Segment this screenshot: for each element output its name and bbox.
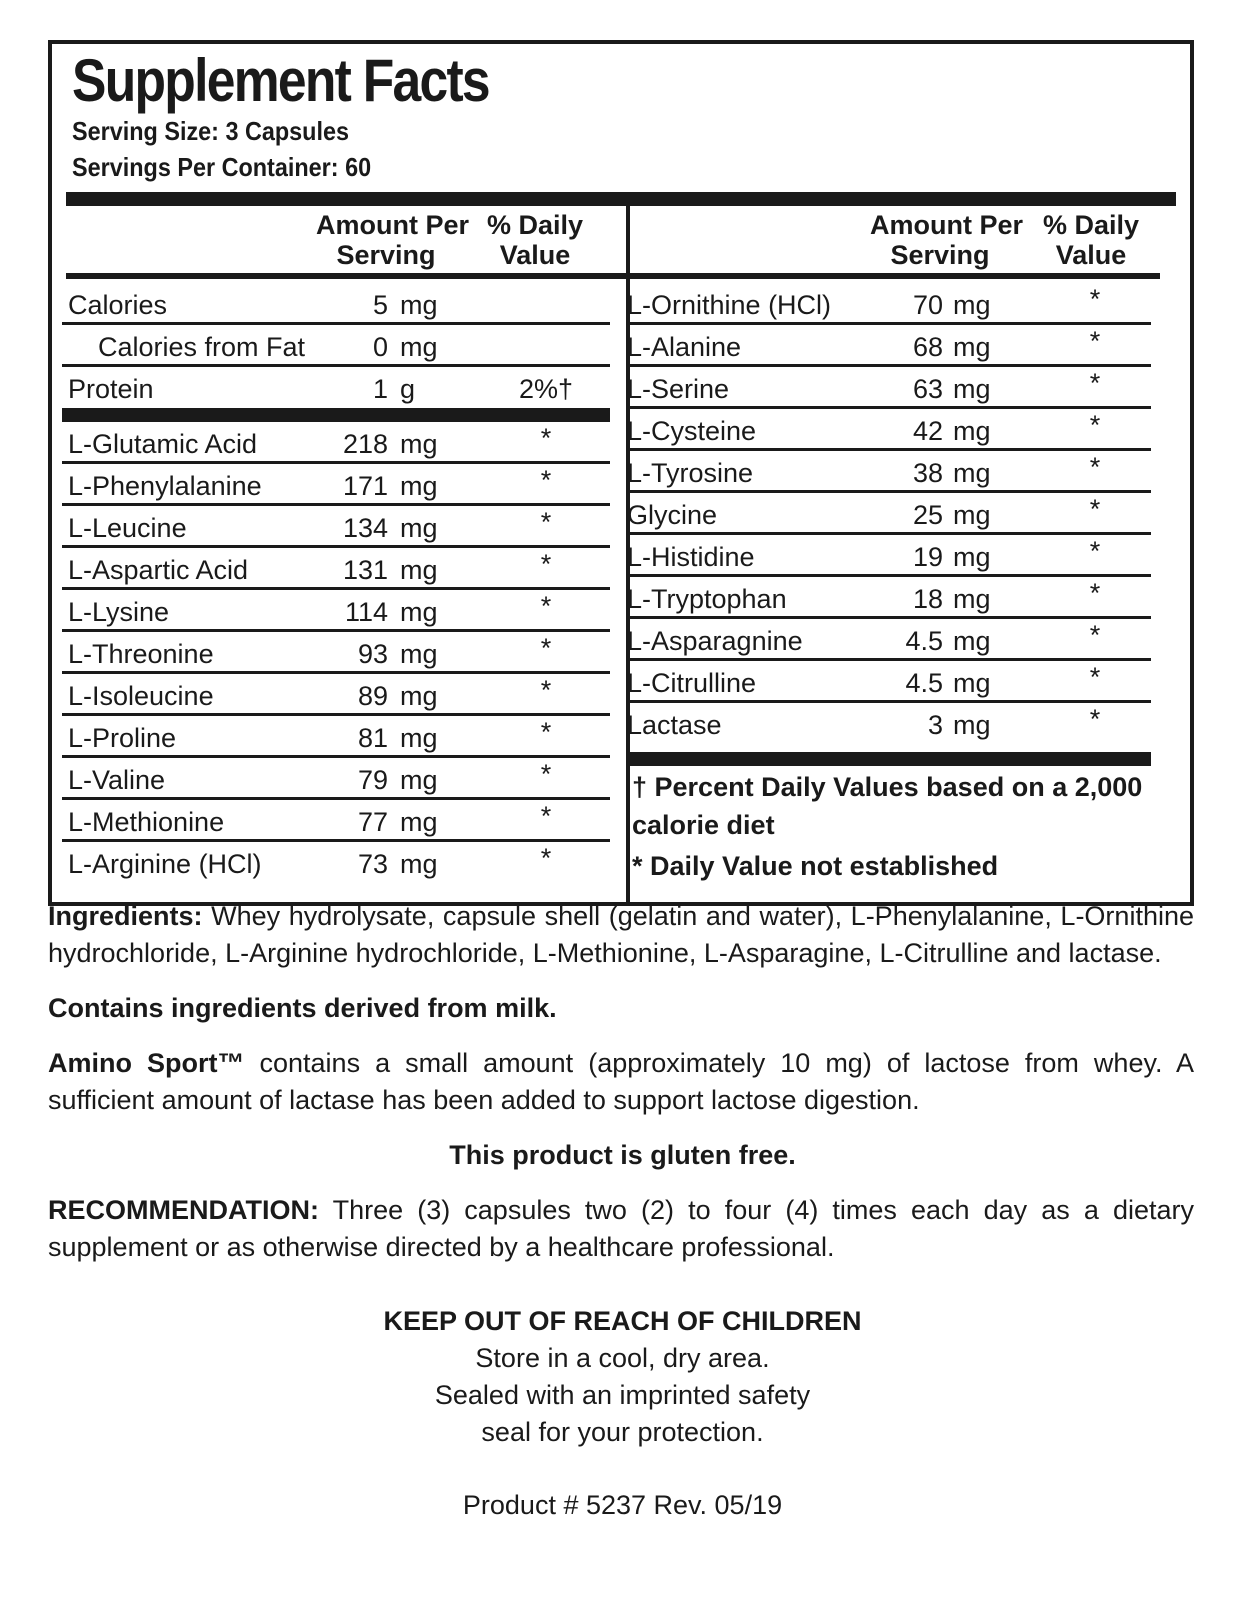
- nutrient-name: L-Asparagnine: [627, 626, 803, 656]
- recommendation-paragraph: [48, 1192, 1194, 1266]
- nutrient-amount: 81: [357, 723, 388, 753]
- nutrient-unit: mg: [400, 597, 438, 627]
- nutrient-unit: mg: [400, 723, 438, 753]
- nutrient-name: L-Lysine: [68, 597, 170, 627]
- nutrient-amount: 131: [342, 555, 388, 585]
- nutrient-unit: mg: [953, 416, 991, 446]
- nutrient-name: L-Threonine: [68, 639, 214, 669]
- nutrient-unit: mg: [953, 710, 991, 740]
- nutrient-daily-value: *: [1089, 494, 1101, 524]
- nutrient-unit: mg: [400, 429, 438, 459]
- supplement-facts-panel: [48, 40, 1194, 906]
- nutrient-amount: 218: [342, 429, 388, 459]
- nutrient-row: [62, 424, 610, 464]
- nutrient-row: [62, 285, 610, 325]
- nutrient-row: [627, 663, 1151, 703]
- nutrient-name: L-Cysteine: [627, 416, 757, 446]
- nutrient-row: [62, 327, 610, 367]
- nutrient-daily-value: *: [540, 801, 552, 831]
- nutrient-daily-value: *: [1089, 662, 1101, 692]
- nutrient-daily-value: *: [1089, 578, 1101, 608]
- storage-line: Store in a cool, dry area.: [475, 1343, 770, 1373]
- nutrient-amount: 0: [372, 332, 388, 362]
- ingredients-label: Ingredients:: [48, 901, 203, 931]
- nutrient-unit: mg: [400, 332, 438, 362]
- nutrient-daily-value: *: [1089, 452, 1101, 482]
- nutrient-name: L-Glutamic Acid: [68, 429, 258, 459]
- serving-size: Serving Size: 3 Capsules: [72, 116, 350, 146]
- nutrient-amount: 77: [357, 807, 388, 837]
- product-number: Product # 5237 Rev. 05/19: [462, 1490, 783, 1520]
- nutrient-unit: mg: [953, 500, 991, 530]
- nutrient-name: L-Aspartic Acid: [68, 555, 249, 585]
- nutrient-daily-value: *: [1089, 368, 1101, 398]
- nutrient-amount: 4.5: [905, 626, 943, 656]
- nutrient-row: [62, 802, 610, 842]
- warning-heading: KEEP OUT OF REACH OF CHILDREN: [383, 1306, 862, 1336]
- nutrient-unit: mg: [953, 332, 991, 362]
- nutrient-name: L-Leucine: [68, 513, 187, 543]
- nutrient-daily-value: 2%†: [518, 374, 574, 404]
- nutrient-row: [627, 369, 1151, 409]
- nutrient-name: Calories: [68, 290, 168, 320]
- allergen-statement: Contains ingredients derived from milk.: [48, 993, 557, 1023]
- nutrient-row: [62, 508, 610, 548]
- nutrient-amount: 38: [912, 458, 943, 488]
- nutrient-unit: mg: [953, 584, 991, 614]
- brand-name: Amino Sport™: [48, 1048, 245, 1078]
- nutrient-daily-value: *: [540, 633, 552, 663]
- left-amount-header: Amount Per Serving: [316, 210, 470, 270]
- nutrient-amount: 89: [357, 681, 388, 711]
- seal-line-1: Sealed with an imprinted safety: [434, 1380, 811, 1410]
- nutrient-name: L-Isoleucine: [68, 681, 214, 711]
- nutrient-amount: 25: [912, 500, 943, 530]
- nutrient-row: [627, 579, 1151, 619]
- nutrient-name: Protein: [68, 374, 154, 404]
- nutrient-name: L-Ornithine (HCl): [627, 290, 832, 320]
- nutrient-row: [62, 760, 610, 800]
- ingredients-text: Whey hydrolysate, capsule shell (gelatin and water), L-Phenylalanine, L-Ornithine hydrochloride, L-Arginine hydrochloride, L-Methionine, L-Asparagine, L-Citrulline and lactase.: [48, 901, 1194, 968]
- nutrient-amount: 1: [372, 374, 388, 404]
- nutrient-unit: mg: [953, 290, 991, 320]
- nutrient-daily-value: *: [540, 675, 552, 705]
- nutrient-unit: mg: [400, 555, 438, 585]
- nutrient-amount: 134: [342, 513, 388, 543]
- panel-title: Supplement Facts: [72, 47, 489, 114]
- nutrient-daily-value: *: [540, 843, 552, 873]
- nutrient-daily-value: *: [540, 549, 552, 579]
- percent-dv-footnote: † Percent Daily Values based on a 2,000 calorie diet: [632, 772, 1143, 840]
- nutrient-amount: 171: [342, 471, 388, 501]
- nutrient-unit: mg: [953, 668, 991, 698]
- nutrient-name: L-Valine: [68, 765, 166, 795]
- nutrient-row: [627, 453, 1151, 493]
- nutrient-unit: mg: [400, 471, 438, 501]
- nutrient-unit: mg: [400, 765, 438, 795]
- nutrient-name: L-Alanine: [627, 332, 742, 362]
- right-dv-header: % Daily Value: [1042, 210, 1140, 270]
- nutrient-name: L-Citrulline: [627, 668, 757, 698]
- seal-line-2: seal for your protection.: [481, 1417, 764, 1447]
- nutrient-amount: 93: [357, 639, 388, 669]
- left-header-rule: [66, 273, 626, 279]
- header-bar: [66, 192, 1176, 206]
- nutrient-row: [62, 634, 610, 674]
- nutrient-name: Glycine: [627, 500, 718, 530]
- nutrient-unit: mg: [400, 681, 438, 711]
- nutrient-daily-value: *: [540, 591, 552, 621]
- nutrient-amount: 3: [927, 710, 943, 740]
- nutrient-daily-value: *: [540, 759, 552, 789]
- nutrient-amount: 19: [912, 542, 943, 572]
- nutrient-amount: 4.5: [905, 668, 943, 698]
- nutrient-name: L-Tryptophan: [627, 584, 787, 614]
- nutrient-amount: 42: [912, 416, 943, 446]
- nutrient-name: L-Histidine: [627, 542, 755, 572]
- nutrient-unit: mg: [953, 374, 991, 404]
- nutrient-daily-value: *: [1089, 326, 1101, 356]
- gluten-free-statement: This product is gluten free.: [449, 1140, 796, 1170]
- nutrient-daily-value: *: [540, 717, 552, 747]
- nutrient-daily-value: *: [1089, 284, 1101, 314]
- nutrient-amount: 18: [912, 584, 943, 614]
- nutrient-name: L-Serine: [627, 374, 730, 404]
- nutrient-name: Lactase: [627, 710, 722, 740]
- nutrient-row: [62, 718, 610, 758]
- dv-not-established-footnote: * Daily Value not established: [632, 851, 999, 881]
- nutrient-amount: 73: [357, 849, 388, 879]
- nutrient-unit: g: [400, 374, 416, 404]
- nutrient-row: [627, 285, 1151, 325]
- nutrient-daily-value: *: [1089, 536, 1101, 566]
- nutrient-row: [627, 621, 1151, 661]
- nutrient-row: [62, 466, 610, 506]
- nutrient-row: [62, 844, 610, 884]
- nutrient-unit: mg: [953, 542, 991, 572]
- nutrient-unit: mg: [400, 513, 438, 543]
- nutrient-amount: 79: [357, 765, 388, 795]
- nutrient-name: L-Methionine: [68, 807, 225, 837]
- nutrient-unit: mg: [400, 639, 438, 669]
- lactose-note-text: contains a small amount (approximately 10 mg) of lactose from whey. A sufficient amount of lactase has been added to support lactose digestion.: [48, 1048, 1194, 1115]
- ingredients-paragraph: [48, 898, 1194, 972]
- nutrient-row: [62, 676, 610, 716]
- nutrient-row: [627, 411, 1151, 451]
- nutrient-daily-value: *: [1089, 704, 1101, 734]
- nutrient-row: [627, 705, 1151, 745]
- nutrient-row: [627, 495, 1151, 535]
- right-section-bar: [627, 752, 1151, 766]
- nutrient-row: [627, 327, 1151, 367]
- nutrient-daily-value: *: [1089, 410, 1101, 440]
- nutrient-unit: mg: [400, 849, 438, 879]
- nutrient-unit: mg: [953, 458, 991, 488]
- nutrient-amount: 70: [912, 290, 943, 320]
- left-dv-header: % Daily Value: [486, 210, 584, 270]
- nutrient-row: [62, 369, 610, 409]
- nutrient-daily-value: *: [1089, 620, 1101, 650]
- nutrient-unit: mg: [400, 807, 438, 837]
- nutrient-name: L-Tyrosine: [627, 458, 754, 488]
- nutrient-daily-value: *: [540, 465, 552, 495]
- nutrient-daily-value: *: [540, 423, 552, 453]
- nutrient-amount: 114: [344, 597, 388, 627]
- nutrient-unit: mg: [400, 290, 438, 320]
- nutrient-name: L-Proline: [68, 723, 177, 753]
- recommendation-label: RECOMMENDATION:: [48, 1195, 319, 1225]
- nutrient-daily-value: *: [540, 507, 552, 537]
- nutrient-amount: 68: [912, 332, 943, 362]
- nutrient-name: Calories from Fat: [98, 332, 306, 362]
- servings-per-container: Servings Per Container: 60: [72, 152, 372, 182]
- lactose-note: [48, 1045, 1194, 1119]
- nutrient-name: L-Arginine (HCl): [68, 849, 262, 879]
- nutrient-row: [62, 550, 610, 590]
- nutrient-name: L-Phenylalanine: [68, 471, 262, 501]
- nutrient-row: [627, 537, 1151, 577]
- right-amount-header: Amount Per Serving: [870, 210, 1024, 270]
- nutrient-unit: mg: [953, 626, 991, 656]
- nutrient-amount: 63: [912, 374, 943, 404]
- recommendation-text: Three (3) capsules two (2) to four (4) times each day as a dietary supplement or as otherwise directed by a healthcare professional.: [48, 1195, 1194, 1262]
- nutrient-amount: 5: [372, 290, 388, 320]
- nutrient-row: [62, 592, 610, 632]
